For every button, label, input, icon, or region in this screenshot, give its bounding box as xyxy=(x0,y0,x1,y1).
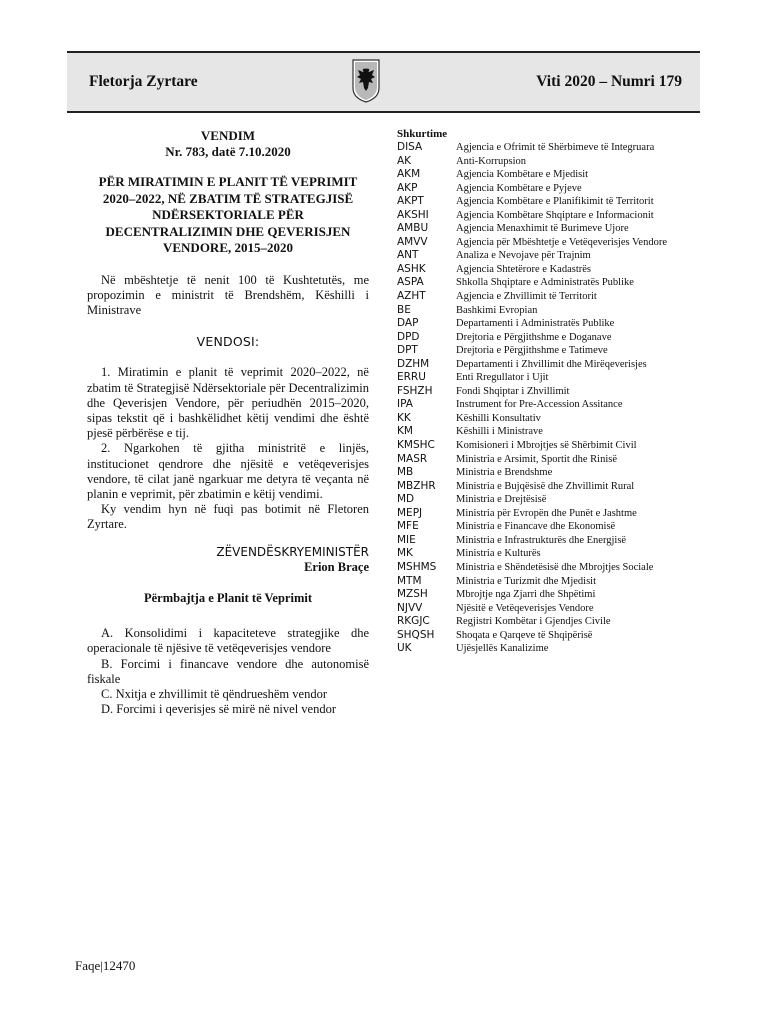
abbreviation-row xyxy=(397,168,697,182)
abbreviations-title: Shkurtime xyxy=(397,128,448,140)
abbreviation-description: Mbrojtje nga Zjarri dhe Shpëtimi xyxy=(456,589,596,601)
abbreviation-description: Shoqata e Qarqeve të Shqipërisë xyxy=(456,629,593,641)
abbreviation-code: SHQSH xyxy=(397,628,435,641)
abbreviation-row xyxy=(397,398,697,412)
decision-subject: PËR MIRATIMIN E PLANIT TË VEPRIMIT 2020–2022, NË ZBATIM TË STRATEGJISË NDËRSEKTORIALE PËR DECENTRALIZIMIN DHE QEVERISJEN VENDORE, 2015–2020 xyxy=(98,174,358,255)
abbreviation-description: Njësitë e Vetëqeverisjes Vendore xyxy=(456,602,594,614)
abbreviation-row xyxy=(397,480,697,494)
abbreviation-description: Ministria për Evropën dhe Punët e Jashtme xyxy=(456,507,637,519)
plan-item: B. Forcimi i financave vendore dhe autonomisë fiskale xyxy=(87,656,369,686)
abbreviation-row xyxy=(397,141,697,155)
abbreviation-code: DAP xyxy=(397,317,419,330)
abbreviation-code: AKPT xyxy=(397,195,424,208)
abbreviation-code: MB xyxy=(397,466,414,479)
abbreviation-code: MBZHR xyxy=(397,479,436,492)
abbreviation-description: Analiza e Nevojave për Trajnim xyxy=(456,250,591,262)
abbreviation-code: ASHK xyxy=(397,262,426,275)
signer-role: ZËVENDËSKRYEMINISTËR xyxy=(216,544,369,559)
abbreviation-code: ERRU xyxy=(397,371,426,384)
abbreviation-row xyxy=(397,466,697,480)
abbreviation-code: RKGJC xyxy=(397,615,430,628)
abbreviation-description: Agjencia Kombëtare Shqiptare e Informacionit xyxy=(456,209,654,221)
abbreviation-code: AMVV xyxy=(397,235,428,248)
abbreviation-row xyxy=(397,331,697,345)
abbreviation-row xyxy=(397,304,697,318)
signature-block xyxy=(87,545,369,575)
decision-title: VENDIM xyxy=(200,128,256,143)
abbreviation-code: BE xyxy=(397,303,411,316)
abbreviation-row xyxy=(397,493,697,507)
albanian-eagle-emblem-icon xyxy=(351,58,381,104)
plan-title: Përmbajtja e Planit të Veprimit xyxy=(143,590,312,605)
abbreviation-description: Agjencia e Zhvillimit të Territorit xyxy=(456,291,597,303)
abbreviation-row xyxy=(397,182,697,196)
abbreviation-row xyxy=(397,290,697,304)
abbreviation-code: AZHT xyxy=(397,290,426,303)
abbreviation-description: Ministria e Bujqësisë dhe Zhvillimit Rural xyxy=(456,480,635,492)
abbreviation-code: KM xyxy=(397,425,413,438)
vendosi-heading: VENDOSI: xyxy=(196,334,260,350)
abbreviation-description: Ministria e Brendshme xyxy=(456,467,553,479)
abbreviation-code: AKM xyxy=(397,168,421,181)
abbreviation-row xyxy=(397,534,697,548)
abbreviation-description: Bashkimi Evropian xyxy=(456,304,538,316)
gazette-title: Fletorja Zyrtare xyxy=(89,73,198,90)
abbreviation-description: Agjencia Shtetërore e Kadastrës xyxy=(456,263,591,275)
abbreviation-code: MFE xyxy=(397,520,419,533)
abbreviation-code: AK xyxy=(397,154,412,167)
abbreviation-description: Ujësjellës Kanalizime xyxy=(456,643,549,655)
decision-point: 2. Ngarkohen të gjitha ministritë e linjës, institucionet qendrore dhe njësitë e vetëqeverisjes vendore, të cilat janë ngarkuar me detyra të veçanta në planin e veprimit, për zbatimin e këtij vendimi. xyxy=(87,441,369,501)
plan-item: D. Forcimi i qeverisjes së mirë në nivel vendor xyxy=(101,702,337,717)
preamble-paragraph: Në mbështetje të nenit 100 të Kushtetutës, me propozimin e ministrit të Brendshëm, Këshilli i Ministrave xyxy=(87,272,369,317)
abbreviation-code: MASR xyxy=(397,452,428,465)
abbreviation-description: Këshilli i Ministrave xyxy=(456,426,543,438)
abbreviation-code: MSHMS xyxy=(397,560,437,573)
abbreviation-description: Enti Rregullator i Ujit xyxy=(456,372,549,384)
abbreviation-row xyxy=(397,236,697,250)
abbreviation-code: MZSH xyxy=(397,588,428,601)
abbreviation-description: Drejtoria e Përgjithshme e Doganave xyxy=(456,331,612,343)
abbreviation-row xyxy=(397,602,697,616)
abbreviation-row xyxy=(397,425,697,439)
decision-point: 1. Miratimin e planit të veprimit 2020–2022, në zbatim të Strategjisë Ndërsektoriale për Decentralizimin dhe Qeverisjen Vendore, për periudhën 2015–2020, sipas tekstit që i bashkëlidhet këtij vendimi dhe është pjesë përbërëse e tij. xyxy=(87,365,369,441)
abbreviation-code: KK xyxy=(397,411,411,424)
abbreviation-description: Ministria e Drejtësisë xyxy=(456,494,547,506)
abbreviation-description: Drejtoria e Përgjithshme e Tatimeve xyxy=(456,345,608,357)
abbreviation-description: Agjencia Kombëtare e Mjedisit xyxy=(456,169,589,181)
abbreviation-description: Ministria e Shëndetësisë dhe Mbrojtjes Sociale xyxy=(456,561,654,573)
abbreviation-description: Ministria e Arsimit, Sportit dhe Rinisë xyxy=(456,453,617,465)
abbreviation-description: Departamenti i Administratës Publike xyxy=(456,318,615,330)
abbreviation-code: DZHM xyxy=(397,357,430,370)
abbreviation-description: Shkolla Shqiptare e Administratës Publike xyxy=(456,277,634,289)
abbreviation-row xyxy=(397,615,697,629)
abbreviation-code: FSHZH xyxy=(397,384,433,397)
abbreviation-description: Agjencia Menaxhimit të Burimeve Ujore xyxy=(456,223,629,235)
abbreviation-code: IPA xyxy=(397,398,413,411)
page-number: Faqe|12470 xyxy=(75,958,136,973)
abbreviation-row xyxy=(397,439,697,453)
abbreviation-code: MK xyxy=(397,547,413,560)
abbreviation-row xyxy=(397,547,697,561)
abbreviation-description: Departamenti i Zhvillimit dhe Mirëqeverisjes xyxy=(456,358,647,370)
abbreviation-row xyxy=(397,263,697,277)
abbreviation-row xyxy=(397,412,697,426)
abbreviation-description: Regjistri Kombëtar i Gjendjes Civile xyxy=(456,616,611,628)
gazette-header xyxy=(67,51,700,113)
abbreviation-code: MEPJ xyxy=(397,506,423,519)
abbreviation-description: Ministria e Infrastrukturës dhe Energjisë xyxy=(456,534,627,546)
abbreviation-code: UK xyxy=(397,642,412,655)
decision-column xyxy=(87,128,369,717)
decision-heading xyxy=(87,128,369,160)
abbreviation-row xyxy=(397,371,697,385)
issue-number: Viti 2020 – Numri 179 xyxy=(536,73,682,90)
plan-item: A. Konsolidimi i kapaciteteve strategjike dhe operacionale të njësive të vetëqeverisjes vendore xyxy=(87,626,369,656)
abbreviation-description: Agjencia e Ofrimit të Shërbimeve të Integruara xyxy=(456,142,655,153)
abbreviation-code: DPT xyxy=(397,344,418,357)
decision-number: Nr. 783, datë 7.10.2020 xyxy=(165,144,291,159)
abbreviation-code: NJVV xyxy=(397,601,423,614)
signer-name: Erion Braçe xyxy=(304,559,369,574)
plan-item: C. Nxitja e zhvillimit të qëndrueshëm vendor xyxy=(101,686,327,701)
abbreviation-description: Agjencia për Mbështetje e Vetëqeverisjes Vendore xyxy=(456,236,667,248)
abbreviation-description: Instrument for Pre-Accession Assitance xyxy=(456,399,623,411)
abbreviation-code: AMBU xyxy=(397,222,429,235)
abbreviation-row xyxy=(397,209,697,223)
abbreviations-list xyxy=(397,141,697,656)
abbreviation-description: Fondi Shqiptar i Zhvillimit xyxy=(456,385,570,397)
abbreviation-description: Këshilli Konsultativ xyxy=(456,412,541,424)
abbreviation-row xyxy=(397,588,697,602)
abbreviation-code: DISA xyxy=(397,141,423,153)
abbreviation-code: ASPA xyxy=(397,276,424,289)
abbreviation-row xyxy=(397,575,697,589)
abbreviation-row xyxy=(397,222,697,236)
abbreviation-description: Ministria e Turizmit dhe Mjedisit xyxy=(456,575,597,587)
abbreviation-description: Ministria e Financave dhe Ekonomisë xyxy=(456,521,616,533)
abbreviation-code: MTM xyxy=(397,574,422,587)
abbreviation-code: KMSHC xyxy=(397,439,435,452)
abbreviation-row xyxy=(397,507,697,521)
abbreviation-row xyxy=(397,561,697,575)
abbreviation-code: DPD xyxy=(397,330,420,343)
abbreviation-row xyxy=(397,155,697,169)
abbreviation-code: MIE xyxy=(397,533,416,546)
abbreviation-code: AKP xyxy=(397,181,418,194)
abbreviations-column xyxy=(397,128,697,656)
abbreviation-row xyxy=(397,453,697,467)
abbreviation-row xyxy=(397,276,697,290)
abbreviation-row xyxy=(397,358,697,372)
abbreviation-description: Agjencia Kombëtare e Planifikimit të Territorit xyxy=(456,196,654,208)
abbreviation-row xyxy=(397,317,697,331)
abbreviation-code: MD xyxy=(397,493,415,506)
abbreviation-row xyxy=(397,344,697,358)
abbreviation-row xyxy=(397,642,697,656)
abbreviation-code: AKSHI xyxy=(397,208,429,221)
abbreviation-row xyxy=(397,629,697,643)
decision-point: Ky vendim hyn në fuqi pas botimit në Fletoren Zyrtare. xyxy=(87,502,369,532)
abbreviation-description: Ministria e Kulturës xyxy=(456,548,541,560)
abbreviation-row xyxy=(397,195,697,209)
abbreviation-row xyxy=(397,249,697,263)
abbreviation-description: Komisioneri i Mbrojtjes së Shërbimit Civil xyxy=(456,440,637,452)
abbreviation-code: ANT xyxy=(397,249,419,262)
abbreviation-description: Agjencia Kombëtare e Pyjeve xyxy=(456,182,582,194)
abbreviation-row xyxy=(397,385,697,399)
abbreviation-description: Anti-Korrupsion xyxy=(456,155,526,167)
abbreviation-row xyxy=(397,520,697,534)
